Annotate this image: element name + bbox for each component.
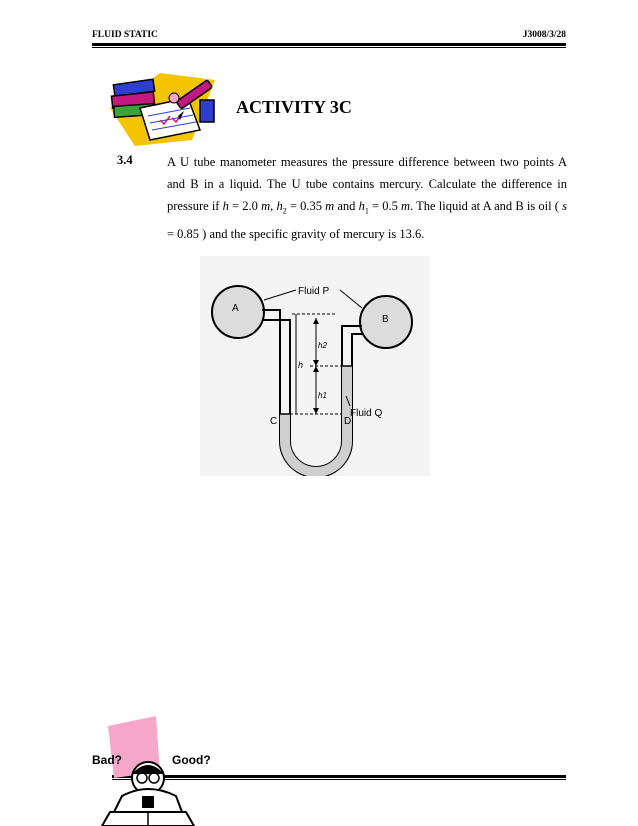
books-clipart bbox=[100, 68, 228, 148]
label-h2: h2 bbox=[318, 341, 327, 350]
header-rule-thick bbox=[92, 43, 566, 46]
thinking-reader-clipart bbox=[86, 712, 220, 826]
header-right: J3008/3/28 bbox=[522, 30, 566, 40]
label-h: h bbox=[298, 360, 304, 370]
question-number: 3.4 bbox=[117, 153, 133, 167]
label-d: D bbox=[344, 416, 352, 427]
question-text: A U tube manometer measures the pressure difference between two points A and B in a liquid. The U tube contains mercury. Calculate the difference in pressure if h = 2.0 m, $h_2 = 0.35$ m and $h_1 = 0.5$ m. The liquid at A and B is oil ( s = 0.85 ) and the specific gravity of mercury is 13.6. bbox=[167, 155, 567, 241]
label-a: A bbox=[232, 303, 239, 314]
label-fluid-q: Fluid Q bbox=[350, 408, 383, 419]
good-label: Good? bbox=[172, 753, 211, 767]
label-b: B bbox=[382, 314, 389, 325]
manometer-diagram bbox=[200, 256, 430, 476]
activity-title: ACTIVITY 3C bbox=[236, 97, 352, 117]
label-h1: h1 bbox=[318, 391, 327, 400]
bad-label: Bad? bbox=[92, 753, 122, 767]
header-rule-thin bbox=[92, 47, 566, 48]
label-fluid-p: Fluid P bbox=[298, 286, 330, 297]
header-left: FLUID STATIC bbox=[92, 30, 158, 40]
label-c: C bbox=[270, 416, 278, 427]
